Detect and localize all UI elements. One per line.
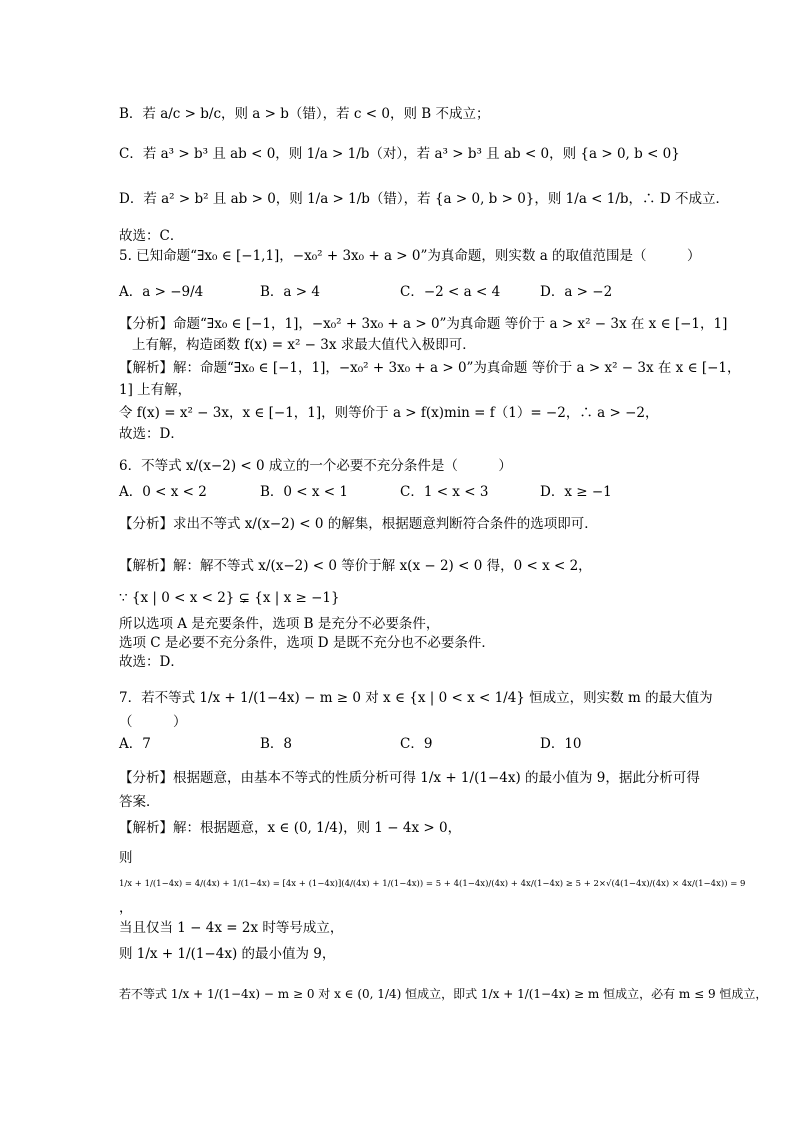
q7-option-d: D．10 xyxy=(540,736,582,752)
solution-line: 选项 C 是必要不充分条件，选项 D 是既不充分也不必要条件． xyxy=(119,635,495,651)
question-5: 5. 已知命题“∃x₀ ∈ [−1,1]，−x₀² + 3x₀ + a > 0”为真命题，则实数 a 的取值范围是（ ） xyxy=(119,248,701,264)
solution-line: 则 xyxy=(119,850,133,866)
q7-option-a: A．7 xyxy=(119,736,151,752)
q6-option-d: D．x ≥ −1 xyxy=(540,484,612,500)
question-7-blank: （ ） xyxy=(119,714,187,730)
solution-line: ， xyxy=(119,900,133,916)
solution-line: 则 1/x + 1/(1−4x) 的最小值为 9， xyxy=(119,946,336,962)
q6-option-a: A．0 < x < 2 xyxy=(119,484,207,500)
text-line: D．若 a² > b² 且 ab > 0，则 1/a > 1/b（错），若 {a > 0, b > 0}，则 1/a < 1/b，∴ D 不成立． xyxy=(119,191,729,207)
text-line: C．若 a³ > b³ 且 ab < 0，则 1/a > 1/b（对），若 a³ > b³ 且 ab < 0，则 {a > 0, b < 0} xyxy=(119,146,680,162)
text-line: B．若 a/c > b/c，则 a > b（错），若 c < 0，则 B 不成立； xyxy=(119,106,490,122)
solution-line: 故选：D． xyxy=(119,654,184,670)
text-line: 故选：C． xyxy=(119,228,184,244)
solution-line: 若不等式 1/x + 1/(1−4x) − m ≥ 0 对 x ∈ (0, 1/4) 恒成立，即式 1/x + 1/(1−4x) ≥ m 恒成立，必有 m ≤ 9 恒成立， xyxy=(119,987,768,1001)
solution-line: 所以选项 A 是充要条件，选项 B 是充分不必要条件， xyxy=(119,616,440,632)
q7-option-c: C．9 xyxy=(400,736,433,752)
question-6: 6．不等式 x/(x−2) < 0 成立的一个必要不充分条件是（ ） xyxy=(119,458,512,474)
solution-line: 1] 上有解， xyxy=(119,382,192,398)
solution-line: 当且仅当 1 − 4x = 2x 时等号成立， xyxy=(119,920,344,936)
analysis-line: 【分析】命题“∃x₀ ∈ [−1，1]，−x₀² + 3x₀ + a > 0”为真命题 等价于 a > x² − 3x 在 x ∈ [−1，1] xyxy=(119,316,728,332)
q5-option-c: C．−2 < a < 4 xyxy=(400,284,501,300)
q6-option-c: C．1 < x < 3 xyxy=(400,484,489,500)
solution-line: 【解析】解：解不等式 x/(x−2) < 0 等价于解 x(x − 2) < 0 得，0 < x < 2， xyxy=(119,558,592,574)
analysis-line: 【分析】求出不等式 x/(x−2) < 0 的解集，根据题意判断符合条件的选项即可． xyxy=(119,516,598,532)
solution-line: ∵ {x | 0 < x < 2} ⊊ {x | x ≥ −1} xyxy=(119,590,340,606)
solution-equation: 1/x + 1/(1−4x) = 4/(4x) + 1/(1−4x) = [4x + (1−4x)](4/(4x) + 1/(1−4x)) = 5 + 4(1−4x)/(4x) + 4x/(1−4x) ≥ 5 + 2×√(4(1−4x)/(4x) × 4x/(1−4x)) = 9 xyxy=(119,879,746,889)
solution-line: 故选：D． xyxy=(119,426,184,442)
question-7: 7．若不等式 1/x + 1/(1−4x) − m ≥ 0 对 x ∈ {x | 0 < x < 1/4} 恒成立，则实数 m 的最大值为 xyxy=(119,690,713,706)
q7-option-b: B．8 xyxy=(260,736,293,752)
q5-option-a: A．a > −9/4 xyxy=(119,284,204,300)
analysis-line: 答案． xyxy=(119,794,160,810)
analysis-line: 【分析】根据题意，由基本不等式的性质分析可得 1/x + 1/(1−4x) 的最小值为 9，据此分析可得 xyxy=(119,770,700,786)
q5-option-d: D．a > −2 xyxy=(540,284,613,300)
q5-option-b: B．a > 4 xyxy=(260,284,320,300)
solution-line: 【解析】解：命题“∃x₀ ∈ [−1，1]，−x₀² + 3x₀ + a > 0”为真命题 等价于 a > x² − 3x 在 x ∈ [−1， xyxy=(119,360,741,376)
solution-line: 【解析】解：根据题意，x ∈ (0, 1/4)，则 1 − 4x > 0， xyxy=(119,820,462,836)
q6-option-b: B．0 < x < 1 xyxy=(260,484,349,500)
analysis-line: 上有解，构造函数 f(x) = x² − 3x 求最大值代入极即可． xyxy=(132,337,476,353)
solution-line: 令 f(x) = x² − 3x，x ∈ [−1，1]，则等价于 a > f(x)min = f（1）= −2，∴ a > −2， xyxy=(119,405,659,421)
